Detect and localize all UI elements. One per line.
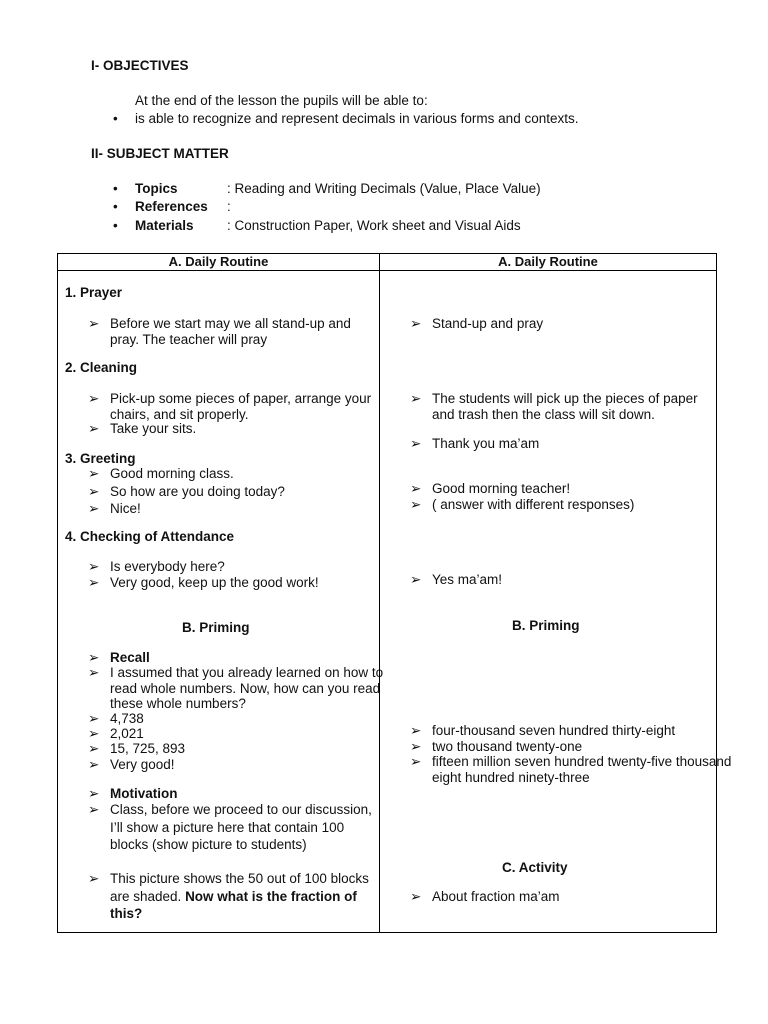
arrow-bullet-icon: ➢ bbox=[88, 726, 100, 741]
list-item: ➢ Pick-up some pieces of paper, arrange your chairs, and sit properly. bbox=[88, 391, 372, 422]
list-item: ➢ So how are you doing today? bbox=[88, 484, 285, 499]
arrow-bullet-icon: ➢ bbox=[410, 481, 422, 496]
arrow-bullet-icon: ➢ bbox=[88, 559, 100, 574]
objectives-intro: At the end of the lesson the pupils will be able to: bbox=[135, 93, 428, 108]
activity-title: C. Activity bbox=[502, 860, 568, 875]
arrow-bullet-icon: ➢ bbox=[88, 711, 100, 726]
arrow-bullet-icon: ➢ bbox=[410, 497, 422, 512]
list-item: ➢ 4,738 bbox=[88, 711, 144, 726]
list-item: ➢ Good morning class. bbox=[88, 466, 234, 481]
left-column-header: A. Daily Routine bbox=[168, 254, 269, 269]
arrow-bullet-icon: ➢ bbox=[88, 466, 100, 481]
arrow-bullet-icon: ➢ bbox=[88, 501, 100, 516]
list-item: ➢ The students will pick up the pieces of paper and trash then the class will sit down. bbox=[410, 391, 698, 422]
list-item: ➢ Stand-up and pray bbox=[410, 316, 544, 331]
priming-title-right: B. Priming bbox=[512, 618, 580, 633]
arrow-bullet-icon: ➢ bbox=[410, 436, 422, 451]
arrow-bullet-icon: ➢ bbox=[88, 484, 100, 499]
list-item: ➢ I assumed that you already learned on how to read whole numbers. Now, how can you read these whole numbers? bbox=[88, 665, 384, 712]
subject-row-references: • References : bbox=[113, 199, 231, 214]
list-item: ➢ Class, before we proceed to our discussion, I’ll show a picture here that contain 100 blocks (show picture to students) bbox=[88, 802, 372, 852]
arrow-bullet-icon: ➢ bbox=[410, 754, 422, 769]
attendance-title: 4. Checking of Attendance bbox=[65, 529, 235, 544]
bullet-icon: • bbox=[113, 111, 118, 126]
motivation-label: ➢ Motivation bbox=[88, 786, 178, 801]
list-item: ➢ Good morning teacher! bbox=[410, 481, 571, 496]
arrow-bullet-icon: ➢ bbox=[410, 739, 422, 754]
bullet-icon: • bbox=[113, 199, 118, 214]
arrow-bullet-icon: ➢ bbox=[410, 316, 422, 331]
bullet-icon: • bbox=[113, 181, 118, 196]
objectives-item: • is able to recognize and represent decimals in various forms and contexts. bbox=[113, 111, 579, 126]
arrow-bullet-icon: ➢ bbox=[88, 757, 100, 772]
recall-label: ➢ Recall bbox=[88, 650, 150, 665]
list-item: ➢ 15, 725, 893 bbox=[88, 741, 186, 756]
list-item: ➢ ( answer with different responses) bbox=[410, 497, 635, 512]
arrow-bullet-icon: ➢ bbox=[88, 421, 100, 436]
arrow-bullet-icon: ➢ bbox=[88, 575, 100, 590]
list-item: ➢ fifteen million seven hundred twenty-five thousand eight hundred ninety-three bbox=[410, 754, 732, 785]
list-item: ➢ four-thousand seven hundred thirty-eight bbox=[410, 723, 676, 738]
subject-matter-heading: II- SUBJECT MATTER bbox=[91, 146, 229, 161]
list-item: ➢ Before we start may we all stand-up and pray. The teacher will pray bbox=[88, 316, 351, 347]
list-item: ➢ 2,021 bbox=[88, 726, 144, 741]
list-item: ➢ Very good! bbox=[88, 757, 175, 772]
list-item: ➢ This picture shows the 50 out of 100 blocks are shaded. Now what is the fraction of this? bbox=[88, 871, 369, 921]
list-item: ➢ two thousand twenty-one bbox=[410, 739, 583, 754]
list-item: ➢ Yes ma’am! bbox=[410, 572, 503, 587]
arrow-bullet-icon: ➢ bbox=[88, 650, 100, 665]
arrow-bullet-icon: ➢ bbox=[88, 741, 100, 756]
arrow-bullet-icon: ➢ bbox=[410, 889, 422, 904]
arrow-bullet-icon: ➢ bbox=[88, 802, 100, 817]
arrow-bullet-icon: ➢ bbox=[88, 786, 100, 801]
list-item: ➢ Very good, keep up the good work! bbox=[88, 575, 319, 590]
list-item: ➢ Thank you ma’am bbox=[410, 436, 540, 451]
header-divider bbox=[58, 270, 716, 271]
cleaning-title: 2. Cleaning bbox=[65, 360, 138, 375]
priming-title-left: B. Priming bbox=[182, 620, 250, 635]
list-item: ➢ Nice! bbox=[88, 501, 141, 516]
list-item: ➢ Take your sits. bbox=[88, 421, 197, 436]
arrow-bullet-icon: ➢ bbox=[410, 723, 422, 738]
greeting-title: 3. Greeting bbox=[65, 451, 136, 466]
arrow-bullet-icon: ➢ bbox=[410, 391, 422, 406]
arrow-bullet-icon: ➢ bbox=[88, 316, 100, 331]
objectives-heading: I- OBJECTIVES bbox=[91, 58, 189, 73]
bullet-icon: • bbox=[113, 218, 118, 233]
subject-row-materials: • Materials : Construction Paper, Work sheet and Visual Aids bbox=[113, 218, 521, 233]
arrow-bullet-icon: ➢ bbox=[88, 871, 100, 886]
arrow-bullet-icon: ➢ bbox=[88, 665, 100, 680]
list-item: ➢ About fraction ma’am bbox=[410, 889, 560, 904]
right-column-header: A. Daily Routine bbox=[498, 254, 598, 269]
subject-row-topics: • Topics : Reading and Writing Decimals (Value, Place Value) bbox=[113, 181, 541, 196]
prayer-title: 1. Prayer bbox=[65, 285, 123, 300]
list-item: ➢ Is everybody here? bbox=[88, 559, 225, 574]
daily-routine-table bbox=[57, 253, 732, 933]
arrow-bullet-icon: ➢ bbox=[88, 391, 100, 406]
arrow-bullet-icon: ➢ bbox=[410, 572, 422, 587]
